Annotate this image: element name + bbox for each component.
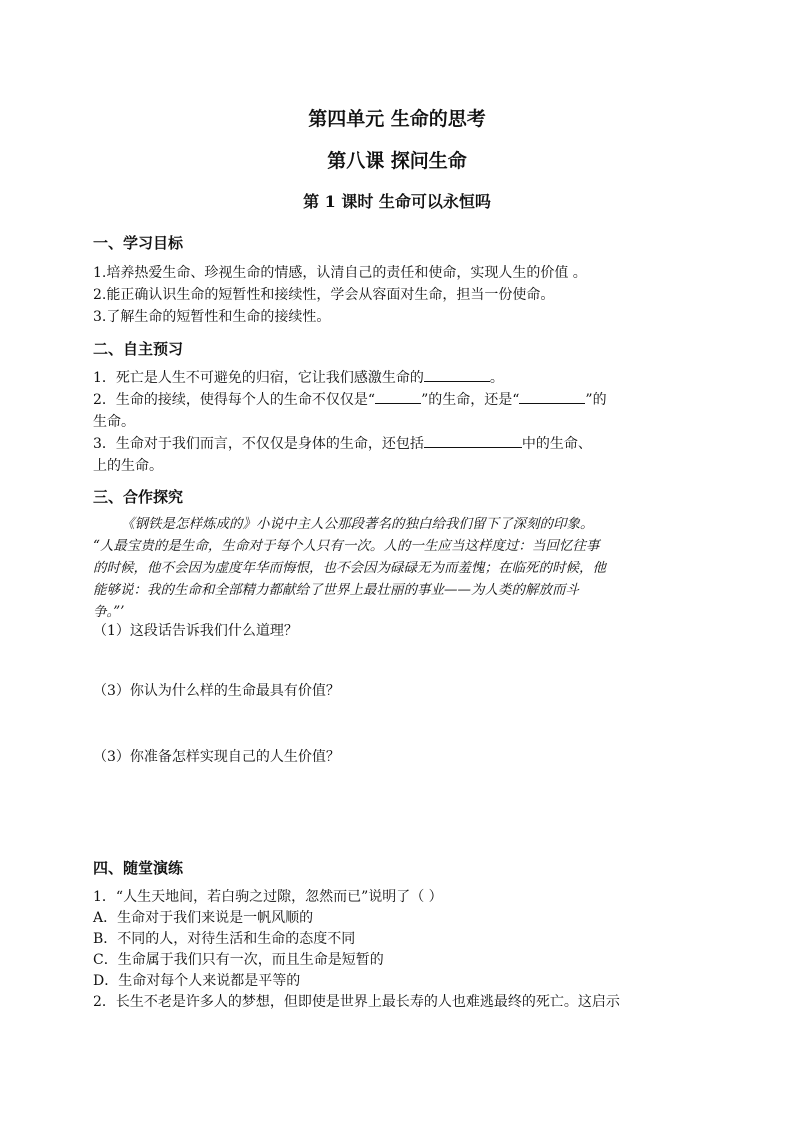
practice-question-1: 1．“人生天地间，若白驹之过隙，忽然而已”说明了（ ）: [93, 889, 443, 905]
story-line: 争。”’: [93, 604, 125, 620]
unit-title: 第四单元 生命的思考: [308, 108, 486, 130]
preview-question-2: [93, 389, 607, 409]
option-c: C．生命属于我们只有一次，而且生命是短暂的: [93, 952, 384, 968]
answer-blank[interactable]: [375, 389, 421, 404]
story-line: 的时候，他不会因为虚度年华而悔恨，也不会因为碌碌无为而羞愧；在临死的时候，他: [93, 560, 606, 576]
question-text: ”的生命，还是“: [421, 392, 520, 408]
section-heading-objectives: 一、学习目标: [93, 234, 184, 252]
lesson-title: 第八课 探问生命: [327, 150, 467, 172]
story-passage: [93, 513, 699, 623]
story-line: 《钢铁是怎样炼成的》小说中主人公那段著名的独白给我们留下了深刻的印象。: [121, 516, 594, 532]
objective-item: 3.了解生命的短暂性和生命的接续性。: [93, 309, 331, 325]
option-a: A．生命对于我们来说是一帆风顺的: [93, 910, 314, 926]
section-heading-practice: 四、随堂演练: [93, 859, 184, 877]
answer-blank[interactable]: [519, 389, 585, 404]
preview-question-3-cont: 上的生命。: [93, 458, 163, 474]
question-text: 。: [489, 370, 504, 386]
option-b: B．不同的人，对待生活和生命的态度不同: [93, 931, 356, 947]
inquiry-question: （3）你认为什么样的生命最具有价值？: [93, 683, 340, 699]
objective-item: 1.培养热爱生命、珍视生命的情感，认清自己的责任和使命，实现人生的价值 。: [93, 265, 587, 281]
period-title: 第 1 课时 生命可以永恒吗: [303, 192, 491, 211]
question-text: 3．生命对于我们而言，不仅仅是身体的生命，还包括: [93, 436, 424, 452]
inquiry-question: （1）这段话告诉我们什么道理？: [93, 623, 298, 639]
question-text: ”的: [585, 392, 607, 408]
preview-question-1: [93, 367, 504, 387]
question-text: 2．生命的接续，使得每个人的生命不仅仅是“: [93, 392, 376, 408]
story-line: “人最宝贵的是生命，生命对于每个人只有一次。人的一生应当这样度过：当回忆往事: [93, 538, 600, 554]
option-d: D．生命对每个人来说都是平等的: [93, 973, 301, 989]
practice-question-2: 2．长生不老是许多人的梦想，但即使是世界上最长寿的人也难逃最终的死亡。这启示: [93, 994, 620, 1010]
question-text: 1．死亡是人生不可避免的归宿，它让我们感激生命的: [93, 370, 424, 386]
objective-item: 2.能正确认识生命的短暂性和接续性，学会从容面对生命，担当一份使命。: [93, 287, 555, 303]
preview-question-3: [93, 433, 592, 453]
preview-question-2-cont: 生命。: [93, 414, 135, 430]
question-text: 中的生命、: [521, 436, 592, 452]
story-line: 能够说：我的生命和全部精力都献给了世界上最壮丽的事业——为人类的解放而斗: [93, 582, 579, 598]
inquiry-question: （3）你准备怎样实现自己的人生价值？: [93, 749, 340, 765]
answer-blank[interactable]: [424, 367, 490, 382]
section-heading-inquiry: 三、合作探究: [93, 488, 184, 506]
answer-blank[interactable]: [424, 433, 522, 448]
section-heading-preview: 二、自主预习: [93, 340, 184, 358]
